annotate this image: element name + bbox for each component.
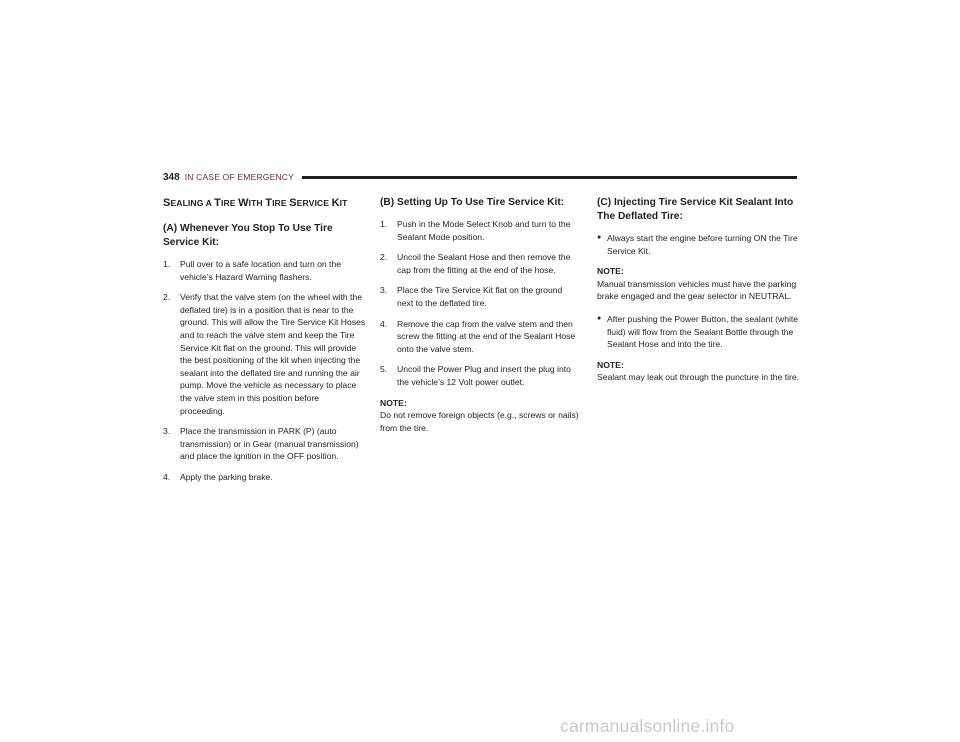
note-block: [380, 397, 580, 435]
list-item: ● Always start the engine before turning ON the Tire Service Kit.: [597, 233, 798, 256]
list-item: ● After pushing the Power Button, the sealant (white fluid) will flow from the Sealant Bottle through the Sealant Hose and into the tire.: [597, 313, 799, 350]
note-label: NOTE:: [597, 359, 624, 370]
column-2: [380, 196, 580, 444]
list-item: 1. Pull over to a safe location and turn on the vehicle’s Hazard Warning flashers.: [163, 259, 341, 282]
section-c-bullets-1: [597, 232, 800, 257]
list-item: 1. Push in the Mode Select Knob and turn to the Sealant Mode position.: [380, 219, 571, 242]
section-c-bullets-2: [597, 313, 800, 351]
list-item: 3. Place the Tire Service Kit flat on the ground next to the deflated tire.: [380, 285, 563, 308]
list-item: 4. Remove the cap from the valve stem and then screw the fitting at the end of the Sealant Hose onto the valve stem.: [380, 318, 576, 354]
section-title: IN CASE OF EMERGENCY: [184, 172, 295, 182]
column-3: [597, 196, 800, 394]
list-item: 2. Uncoil the Sealant Hose and then remove the cap from the fitting at the end of the hose.: [380, 252, 571, 275]
note-text: Sealant may leak out through the puncture in the tire.: [597, 372, 800, 383]
list-item: 3. Place the transmission in PARK (P) (auto transmission) or in Gear (manual transmission) and place the ignition in the OFF position.: [163, 426, 359, 462]
header-rule: [302, 176, 797, 179]
list-item: 5. Uncoil the Power Plug and insert the plug into the vehicle’s 12 Volt power outlet.: [380, 364, 571, 387]
section-a-steps: [163, 258, 366, 484]
note-label: NOTE:: [597, 266, 624, 277]
note-text: Manual transmission vehicles must have the parking brake engaged and the gear selector in NEUTRAL.: [597, 278, 797, 302]
section-b-steps: [380, 218, 580, 389]
section-b-heading: (B) Setting Up To Use Tire Service Kit:: [380, 197, 565, 208]
watermark: carmanualsonline.info: [560, 716, 735, 736]
note-label: NOTE:: [380, 397, 407, 408]
main-title: SEALING A TIRE WITH TIRE SERVICE KIT: [163, 197, 348, 209]
list-item: 4. Apply the parking brake.: [163, 471, 273, 482]
page-header: [163, 170, 797, 184]
column-1: [163, 196, 366, 492]
note-text: Do not remove foreign objects (e.g., screws or nails) from the tire.: [380, 410, 579, 433]
section-c-heading: (C) Injecting Tire Service Kit Sealant Into The Deflated Tire:: [597, 197, 794, 222]
section-a-heading: (A) Whenever You Stop To Use Tire Service Kit:: [163, 223, 333, 248]
note-block: [597, 359, 800, 384]
bullet-icon: ●: [597, 234, 602, 241]
list-item: 2. Verify that the valve stem (on the wheel with the deflated tire) is in a position that is near to the ground. This will allow the Tire Service Kit Hoses and to reach the valve stem and keep the Tire Service Kit flat on the ground. This will provide the best positioning of the kit when injecting the sealant into the deflated tire and running the air pump. Move the vehicle as necessary to place the valve stem in this position before proceeding.: [163, 292, 366, 416]
bullet-icon: ●: [597, 314, 602, 322]
page-number: 348: [163, 171, 180, 183]
note-block: [597, 265, 800, 303]
